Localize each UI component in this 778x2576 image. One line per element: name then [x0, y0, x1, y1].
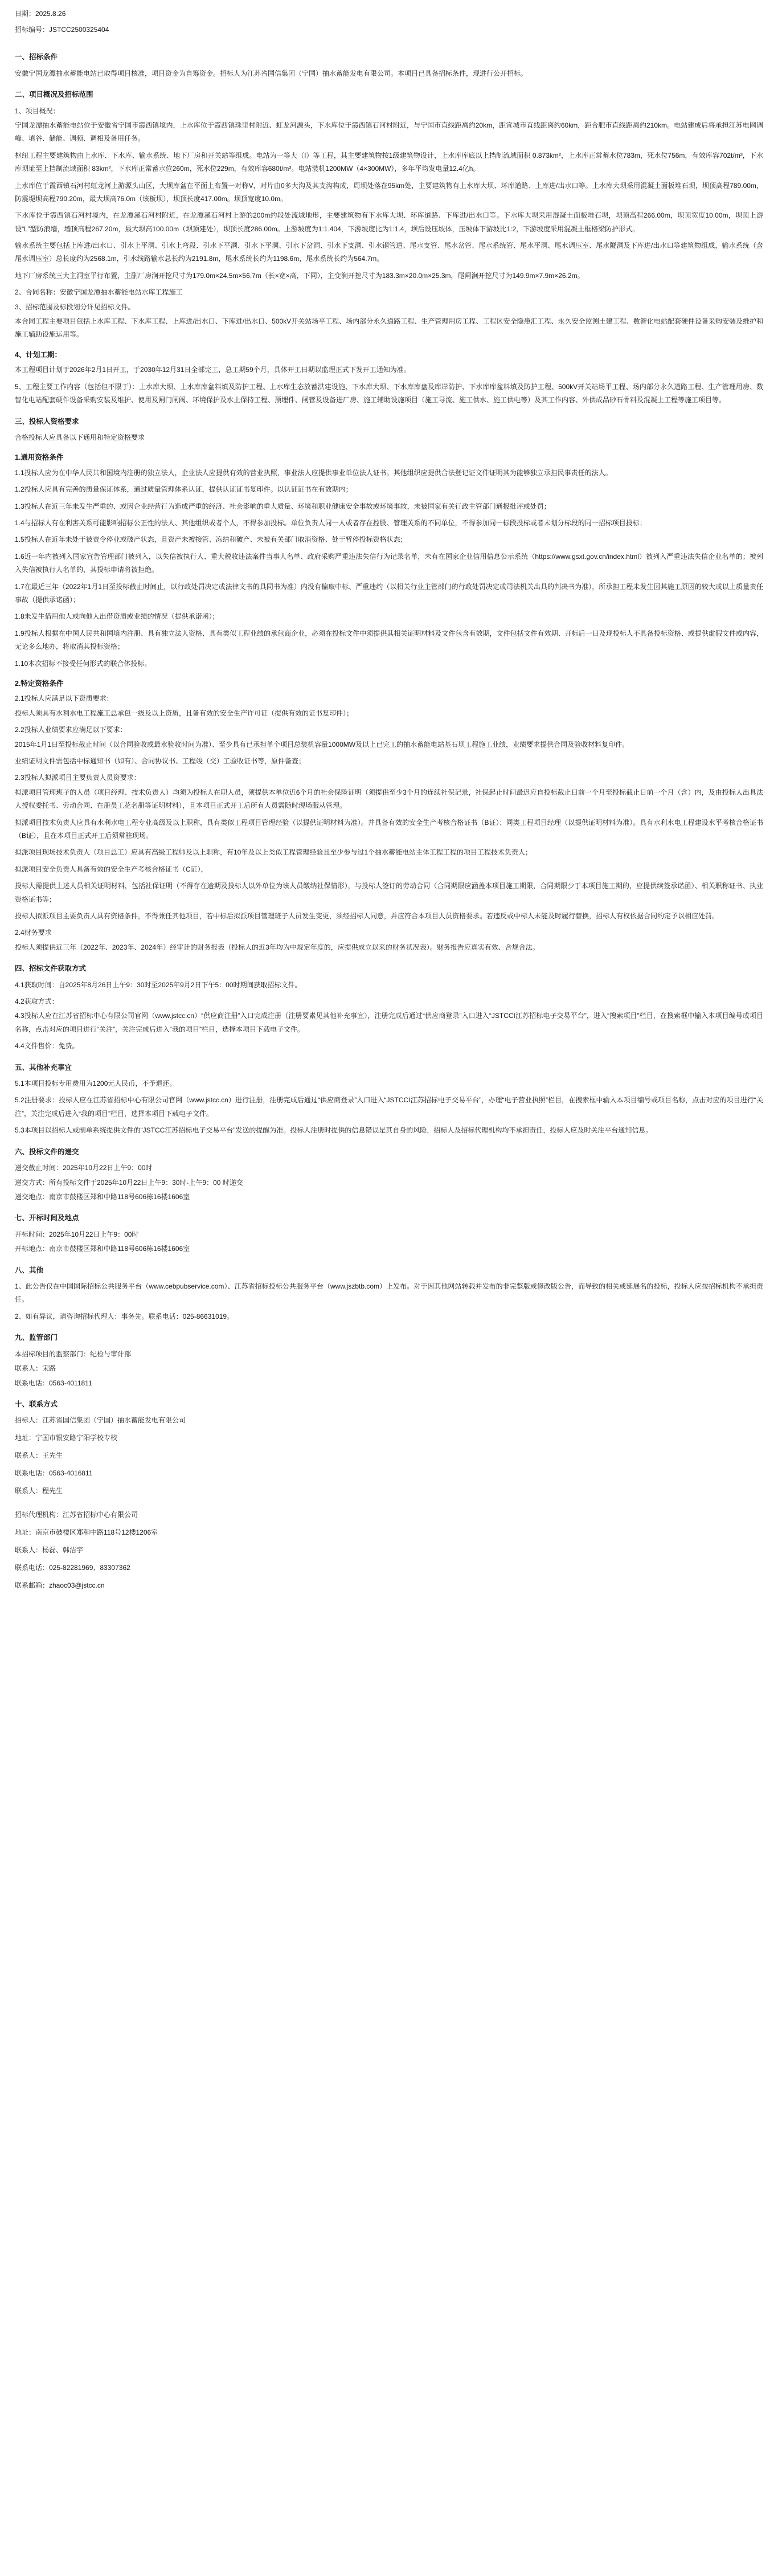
section-heading-others: 八、其他 [15, 1266, 44, 1274]
paragraph: 安徽宁国龙潭抽水蓄能电站已取得项目核准，项目资金为自筹资金。招标人为江苏省国信集团（宁国）抽水蓄能发电有限公司。本项目已具备招标条件，现进行公开招标。 [15, 69, 528, 77]
paragraph: 投标人须具有水利水电工程施工总承包一级及以上资质，且备有效的安全生产许可证（提供有效的证书复印件）； [15, 709, 354, 717]
section-heading-bid-opening: 七、开标时间及地点 [15, 1214, 79, 1222]
paragraph: 1.2投标人应具有完善的质量保证体系，通过质量管理体系认证，提供认证证书复印件。以认证证书在有效期内； [15, 485, 353, 494]
paragraph: 1.1投标人应为在中华人民共和国境内注册的独立法人，企业法人应提供有效的营业执照，事业法人应提供事业单位法人证书。其他组织应提供合法登记证文件证明其为能够独立承担民事责任的法人。 [15, 468, 612, 477]
paragraph: 1.9投标人根据在中国人民共和国境内注册、具有独立法人资格、具有类似工程业绩的承包商企业，必须在投标文件中须提供其相关证明材料及文件包含有效期，文件包括文件有效期、开标后一日及现投标人不具备投标资格、或提供虚假文件或内容，无论多么地办，将取消其投标资格； [15, 629, 763, 651]
section-heading-document-acquisition: 四、招标文件获取方式 [15, 964, 87, 973]
bid-number: 招标编号：JSTCC2500325404 [15, 25, 109, 34]
contact-line: 联系邮箱：zhaoc03@jstcc.cn [15, 1581, 105, 1589]
contact-line: 地址：宁国市银安路宁阳学校专校 [15, 1434, 118, 1442]
paragraph: 4.1获取时间：自2025年8月26日上午9：30时至2025年9月2日下午5：00时期间获取招标文件。 [15, 980, 302, 989]
paragraph: 1.10本次招标不接受任何形式的联合体投标。 [15, 659, 151, 668]
paragraph: 2.3投标人拟派项目主要负责人员资要求： [15, 774, 141, 782]
paragraph: 4.4文件售价：免费。 [15, 1042, 79, 1050]
paragraph: 枢纽工程主要建筑物由上水库、下水库、输水系统、地下厂房和开关站等组成。电站为一等大（I）等工程，其主要建筑物按1级建筑物设计，上水库库底以上挡制流域面积 0.873km²，上水库正常蓄水位783m，死水位756m，有效库容702t/m³，下水库坝址至上挡制流域面积 83km²，下水库正常蓄水位260m，死水位229m，有效库容680t/m³。电站装机1200MW（4×300MW），多年平均发电量12.4亿h。 [15, 151, 763, 173]
contact-line: 联系人：王先生 [15, 1451, 63, 1460]
paragraph: 1.3投标人在近三年未发生严重的、或因企业经营行为造成严重的经济、社会影响的重大质量、环境和职业健康安全事故或环境事故，未被国家有关行政主管部门通报批评或处罚； [15, 502, 551, 510]
paragraph: 上水库位于霞西镇石河村虹龙河上游源头山区，大坝库盆在平面上布置一对称V，对片由0多大沟及其支沟构成，周坝处落在95km处，主要建筑物有上水库大坝、环库道路、上库进/出水口等。上水库大坝采用混凝土面板堆石坝，坝顶高程789.00m，防震堤坝高程790.20m，最大坝高76.0m（该板坝），坝顶长度417.00m。坝顶宽度10.0m。 [15, 181, 763, 203]
paragraph: 1.4与招标人有在利害关系可能影响招标公正性的法人、其他组织或者个人，不得参加投标。单位负责人同一人或者存在控股、管理关系的不同单位，不得参加同一标段投标或者未划分标段的同一招标项目投标； [15, 519, 646, 528]
paragraph: 2015年1月1日至投标截止时间（以合同验收或最水验收时间为准）、至少具有已承担单个项目总装机容量1000MW及以上已完工的抽水蓄能电站基石坝工程施工业绩，业绩要求提供合同及验收材料复印件。 [15, 740, 629, 749]
paragraph: 投标人拟派项目主要负责人具有资格条件，不得兼任其他项目，若中标后拟派项目管理班子人员发生变更，须经招标人同意，并应符合本项目人员资格要求。若违反或中标人未能及时履行替换，招标人有权依据合同约定予以相应处罚。 [15, 911, 719, 920]
section-heading-supplementary: 五、其他补充事宜 [15, 1063, 72, 1072]
paragraph: 1.6近一年内被列入国家宣告管理部门被列入，以失信被执行人、重大税收违法案件当事人名单、政府采购严重违法失信行为记录名单，未有在国家企业信用信息公示系统（https://www.gsxt.gov.cn/index.html）被列入严重违法失信企业名单的；被列入失信被执行人名单的，其投标申请将被拒绝。 [15, 552, 763, 574]
paragraph: 5.1本项目投标专用费用为1200元人民币，不予退还。 [15, 1080, 177, 1088]
section-heading-supervision: 九、监管部门 [15, 1334, 58, 1342]
paragraph: 递交截止时间：2025年10月22日上午9：00时 [15, 1164, 153, 1172]
paragraph: 5.3本项目以招标人或制单系统提供文件的“JSTCC江苏招标电子交易平台”发送的提醒为准。投标人注册时提供的信息错误是其自身的风险，招标人及招标代理机构均不承担责任，投标人应及时关注平台通知信息。 [15, 1126, 653, 1135]
contact-line: 联系人：程先生 [15, 1486, 63, 1495]
section-heading-contact: 十、联系方式 [15, 1400, 58, 1408]
paragraph: 1、项目概况： [15, 107, 60, 115]
contact-line: 地址：南京市鼓楼区郑和中路118号12楼1206室 [15, 1528, 158, 1537]
paragraph: 1.5投标人在近年未处于被责令停业或破产状态，且资产未被接管、冻结和破产、未被有关部门取消资格、处于暂停投标资格状态； [15, 535, 407, 544]
paragraph: 投标人须提供近三年（2022年、2023年、2024年）经审计的财务报表（投标人的近3年均为中规定年度的，应提供成立以来的财务状况表）。财务报告应真实有效、合规合法。 [15, 943, 539, 951]
paragraph: 拟派项目技术负责人应具有水利水电工程专业高级及以上职称，具有类似工程项目管理经验（以提供证明材料为准）。并具备有效的安全生产考核合格证书（B证）；同类工程项目经理（以提供证明材料为准）。具有水利水电工程建设水平考核合格证书（B证），且在本项目正式开工后须常驻现场。 [15, 818, 763, 840]
section-heading-bidder-qualification: 三、投标人资格要求 [15, 417, 79, 426]
paragraph: 本招标项目的监察部门：纪检与审计部 [15, 1350, 132, 1358]
paragraph: 开标时间：2025年10月22日上午9：00时 [15, 1230, 139, 1238]
paragraph: 递交地点：南京市鼓楼区郑和中路118号606栋16楼1606室 [15, 1192, 190, 1201]
paragraph: 本工程项目计划于2026年2月1日开工，于2030年12月31日全部完工，总工期59个月，具体开工日期以监理正式下发开工通知为准。 [15, 366, 411, 374]
contact-line: 联系电话：025-82281969、83307362 [15, 1563, 130, 1572]
paragraph: 2、合同名称：安徽宁国龙潭抽水蓄能电站水库工程施工 [15, 288, 183, 297]
paragraph: 5.2注册要求：投标人应在江苏省招标中心有限公司官网（www.jstcc.cn）进行注册，注册完成后通过“供应商登录”入口进入“JSTCCI江苏招标电子交易平台”，办理“电子营业执照”栏目，在搜索框中输入本项目编号或项目名称，点击对应的项目进行“关注”，关注完成后进入“我的项目”栏目，选择本项目下载电子文件。 [15, 1096, 763, 1118]
contact-line: 联系电话：0563-4016811 [15, 1469, 93, 1477]
subsection-heading-specific-qualification: 2.特定资格条件 [15, 679, 64, 688]
paragraph: 2.1投标人应满足以下资质要求： [15, 694, 113, 703]
subsection-heading-schedule: 4、计划工期： [15, 350, 62, 359]
paragraph: 宁国龙潭抽水蓄能电站位于安徽省宁国市霞西镇境内，上水库位于霞西镇珠里村附近、虹龙河源头，下水库位于霞西镇石河村附近，与宁国市直线距离约20km，距宣城市直线距离约60km，距合肥市直线距离约210km。电站建成后将承担江苏电网调峰、填谷、储能、调频、调相及备用任务。 [15, 121, 763, 143]
paragraph: 输水系统主要包括上库进/出水口、引水上平洞、引水上弯段、引水下平洞、引水下平洞、引水下岔洞、引水下支洞、引水钢管道、尾水支管、尾水岔管、尾水系统管、尾水平洞、尾水调压室、尾水隧洞及下库进/出水口等建筑物组成，输水系统（含尾水调压室）总长度约为2568.1m，引水线路输水总长约为2191.8m，尾水系统长约为1198.6m，尾水系统长约为564.7m。 [15, 242, 763, 263]
paragraph: 2.4财务要求 [15, 929, 52, 937]
section-heading-project-overview: 二、项目概况及招标范围 [15, 91, 93, 99]
paragraph: 2、如有异议，请咨询招标代理人：事务先。联系电话：025-86631019。 [15, 1312, 234, 1320]
document-date: 日期：2025.8.26 [15, 10, 66, 18]
contact-line: 招标人：江苏省国信集团（宁国）抽水蓄能发电有限公司 [15, 1416, 186, 1425]
paragraph: 4.3投标人应在江苏省招标中心有限公司官网（www.jstcc.cn）“供应商注册”入口完成注册（注册要素见其他补充事宜），注册完成后通过“供应商登录”入口进入“JSTCCI江苏招标电子交易平台”，进入“搜索项目”栏目，在搜索框中输入本项目编号或项目名称，点击对应的项目进行“关注”，关注完成后进入“我的项目”栏目，选择本项目下载电子文件。 [15, 1012, 763, 1033]
paragraph: 开标地点：南京市鼓楼区郑和中路118号606栋16楼1606室 [15, 1245, 190, 1253]
paragraph: 1.8未发生借用他人或向他人出借资质或业绩的情况（提供承诺函）； [15, 612, 219, 621]
section-heading-bidding-conditions: 一、招标条件 [15, 53, 58, 62]
paragraph: 1、此公告仅在中国国际招标公共服务平台（www.cebpubservice.com）、江苏省招标投标公共服务平台（www.jszbtb.com）上发布。对于因其他网站转载并发布的非完整版或修改版公告，而导致的相关或延展名的投标，投标人应按招标机构不承担责任。 [15, 1282, 763, 1304]
paragraph: 合格投标人应具备以下通用和特定资格要求 [15, 434, 145, 441]
paragraph: 拟派项目安全负责人具备有效的安全生产考核合格证书（C证）， [15, 865, 208, 873]
paragraph: 拟派项目现场技术负责人（项目总工）应具有高级工程师及以上职称，有10年及以上类似工程管理经验且至少参与过1个抽水蓄能电站主体工程工程的项目工程技术负责人； [15, 848, 533, 857]
paragraph: 联系人：宋路 [15, 1364, 56, 1373]
subsection-heading-general-qualification: 1.通用资格条件 [15, 453, 64, 462]
paragraph: 联系电话：0563-4011811 [15, 1379, 92, 1387]
paragraph: 本合同工程主要项目包括上水库工程、下水库工程、上库进/出水口、下库进/出水口、500kV开关站场平工程、场内部分永久道路工程、生产管理用房工程、工程区安全隐患汇工程、永久安全监测土建工程、数智化电站配套硬件设备采购安装及维护和施工辅助设施运用等。 [15, 317, 763, 339]
paragraph: 3、招标范围及标段划分详见招标文件。 [15, 302, 135, 311]
paragraph: 地下厂房系统三大主洞室平行布置，主副厂房涧开挖尺寸为179.0m×24.5m×56.7m（长×宽×高，下同），主变涧开挖尺寸为183.3m×20.0m×25.3m，尾闸涧开挖尺寸为149.9m×7.9m×26.2m。 [15, 271, 584, 280]
paragraph: 2.2投标人业绩要求应满足以下要求： [15, 726, 127, 734]
paragraph: 投标人需提供上述人员相关证明材料，包括社保证明（不得存在逾期及投标人以外单位为该人员缴纳社保情形），与投标人签订的劳动合同（合同期限应涵盖本项目施工期限，合同期限少于本项目施工期的，应提供续签承诺函）、相关职称证书、执业资格证书等； [15, 882, 763, 903]
paragraph: 4.2获取方式： [15, 997, 59, 1005]
paragraph: 1.7在最近三年（2022年1月1日至投标截止时间止，以行政处罚决定或法律文书的具同书为准）内没有偏取中标、严重违约（以相关行业主管部门的行政处罚决定或司法机关出具的判决书为准），所承担工程未发生因其施工原因的较大或以上质量责任事故（提供承诺函）； [15, 582, 763, 604]
section-heading-submission: 六、投标文件的递交 [15, 1147, 79, 1156]
paragraph: 拟派项目管理班子的人员（项目经理、技术负责人）均须为投标人在职人员，须提供本单位近6个月的社会保险证明（须提供至少3个月的连续社保记录，社保起止时间最迟应自投标截止日前一个月至投标截止日前一个月（含）内，及由投标人出具法人授权委托书、劳动合同、在册员工花名册等证明材料），且本项目正式开工后所有人员需随时现场服从管理。 [15, 788, 763, 810]
contact-block [15, 1414, 763, 1592]
paragraph: 5、工程主要工作内容（包括但不限于）：上水库大坝、上水库库盆料填及防护工程、上水库生态放蓄洪建设施、下水库大坝、下水库库盘及库岸防护、下水库库盆料填及防护工程、500kV开关站场平工程、场内部分永久道路工程、生产管理用房、数智化电站配套硬件设备采购安装及维护、使用及闸门闸阀、环境保护及水土保持工程、预埋件、闸管及设备进厂房、施工辅助设施项目（施工导流、施工供水、施工供电等）及其工作内容、外供成品砂石骨料及混凝土工程等施工项目等。 [15, 382, 763, 404]
paragraph: 递交方式：所有投标文件于2025年10月22日上午9：30时-上午9：00 时递交 [15, 1178, 243, 1187]
paragraph: 下水库位于霞西镇石河村境内，在龙潭溪石河村附近，在龙潭溪石河村上游的200m约段处流域地形，主要建筑物有下水库大坝、环库道路、下库进/出水口等。下水库大坝采用混凝土面板堆石坝，坝顶高程266.00m，坝顶宽度10.00m，坝顶上游设“L”型防浪墙，墙顶高程267.20m，最大坝高100.00m（坝顶建处），坝顶长度286.00m。上游坡度为1:1.404，下游坡度比为1:1.4，坝后设压坡体，压坡体下游坡比1:2，下游坡度采用混凝土框格梁防护形式。 [15, 211, 763, 233]
contact-line: 招标代理机构：江苏省招标中心有限公司 [15, 1511, 138, 1519]
paragraph: 业绩证明文件需包括中标通知书（如有）、合同协议书、工程竣（交）工验收证书等，原件备查； [15, 757, 306, 766]
contact-line: 联系人：杨磊、韩洁宇 [15, 1546, 84, 1554]
